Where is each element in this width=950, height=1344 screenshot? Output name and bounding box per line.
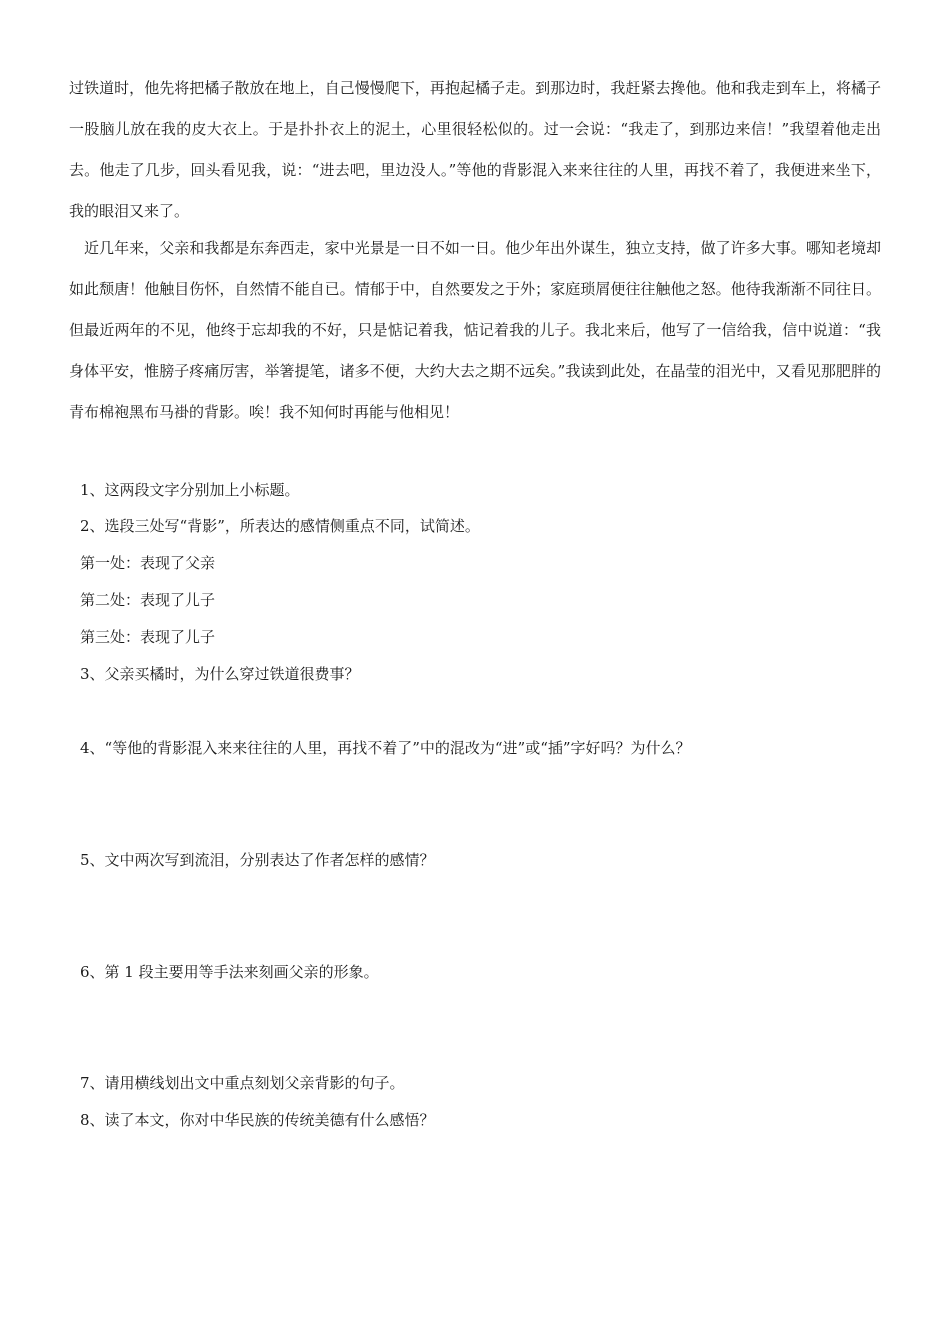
question-5: 5、文中两次写到流泪，分别表达了作者怎样的感情？ bbox=[80, 851, 435, 869]
question-7: 7、请用横线划出文中重点刻划父亲背影的句子。 bbox=[80, 1074, 405, 1092]
question-8: 8、读了本文，你对中华民族的传统美德有什么感悟？ bbox=[80, 1111, 435, 1129]
question-1: 1、这两段文字分别加上小标题。 bbox=[80, 481, 300, 499]
question-3: 3、父亲买橘时，为什么穿过铁道很费事？ bbox=[80, 665, 360, 683]
question-4: 4、“等他的背影混入来来往往的人里，再找不着了”中的混改为“进”或“插”字好吗？为什么？ bbox=[80, 739, 691, 757]
passage-paragraph-1: 过铁道时，他先将把橘子散放在地上，自己慢慢爬下，再抱起橘子走。到那边时，我赶紧去搀他。他和我走到车上，将橘子一股脑儿放在我的皮大衣上。于是扑扑衣上的泥土，心里很轻松似的。过一会说：“我走了，到那边来信！”我望着他走出去。他走了几步，回头看见我，说：“进去吧，里边没人。”等他的背影混入来来往往的人里，再找不着了，我便进来坐下，我的眼泪又来了。 bbox=[69, 79, 881, 220]
question-2-answer-1: 第一处：表现了父亲 bbox=[80, 554, 216, 572]
question-2: 2、选段三处写“背影”，所表达的感情侧重点不同，试简述。 bbox=[80, 517, 480, 535]
question-2-answer-3: 第三处：表现了儿子 bbox=[80, 628, 216, 646]
passage-paragraph-2: 近几年来，父亲和我都是东奔西走，家中光景是一日不如一日。他少年出外谋生，独立支持，做了许多大事。哪知老境却如此颓唐！他触目伤怀，自然情不能自已。情郁于中，自然要发之于外；家庭琐屑便往往触他之怒。他待我渐渐不同往日。但最近两年的不见，他终于忘却我的不好，只是惦记着我，惦记着我的儿子。我北来后，他写了一信给我，信中说道：“我身体平安，惟膀子疼痛厉害，举箸提笔，诸多不便，大约大去之期不远矣。”我读到此处，在晶莹的泪光中，又看见那肥胖的青布棉袍黑布马褂的背影。唉！我不知何时再能与他相见！ bbox=[69, 239, 881, 421]
question-2-answer-2: 第二处：表现了儿子 bbox=[80, 591, 216, 609]
question-6: 6、第 1 段主要用等手法来刻画父亲的形象。 bbox=[80, 963, 379, 981]
